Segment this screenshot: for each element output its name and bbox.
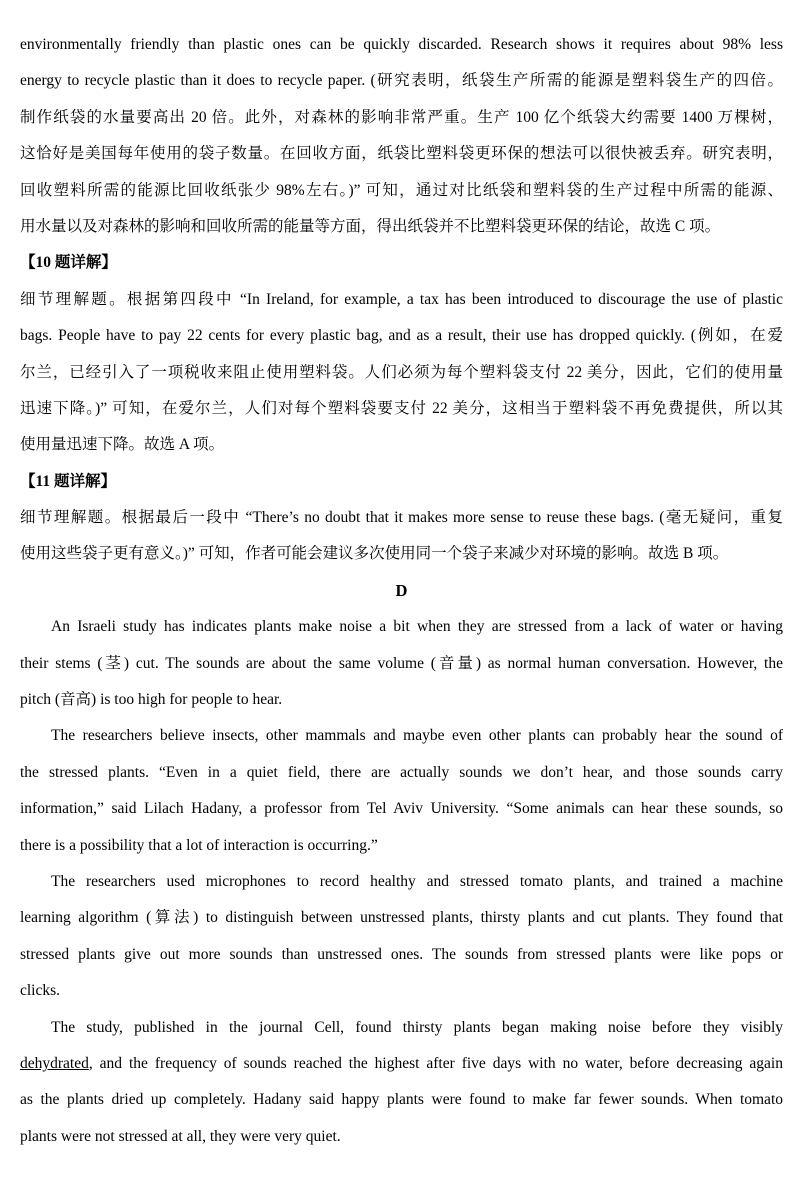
passage-paragraph-4	[20, 1010, 783, 1156]
text-span: , and the frequency of sounds reached the highest after five days with no water, before decreasing again	[88, 1054, 783, 1072]
text-line: environmentally friendly than plastic ones can be quickly discarded. Research shows it requires about 98% less	[20, 36, 783, 53]
text-line: stressed plants give out more sounds than unstressed ones. The sounds from stressed plants were like pops or	[20, 945, 783, 963]
answer-11-explanation	[20, 500, 783, 573]
text-line: The researchers believe insects, other mammals and maybe even other plants can probably hear the sound of	[51, 727, 783, 745]
question-10-heading: 【10 题详解】	[20, 254, 117, 272]
text-line: 用水量以及对森林的影响和回收所需的能量等方面，得出纸袋并不比塑料袋更环保的结论，故选 C 项。	[20, 217, 721, 235]
text-line: An Israeli study has indicates plants make noise a bit when they are stressed from a lack of water or having	[51, 618, 783, 636]
text-line: their stems (茎) cut. The sounds are about the same volume (音量) as normal human conversation. However, the	[20, 654, 783, 672]
passage-paragraph-1	[20, 609, 783, 718]
text-line: 使用量迅速下降。故选 A 项。	[20, 436, 225, 454]
text-line: energy to recycle plastic than it does to recycle paper. (研究表明，纸袋生产所需的能源是塑料袋生产的四倍。	[20, 72, 783, 90]
question-11-heading: 【11 题详解】	[20, 472, 117, 490]
answer-9-explanation-continuation	[20, 27, 783, 245]
answer-10-explanation	[20, 282, 783, 464]
text-line: information,” said Lilach Hadany, a professor from Tel Aviv University. “Some animals can hear these sounds, so	[20, 800, 783, 818]
text-line: The study, published in the journal Cell, found thirsty plants began making noise before they visibly	[51, 1018, 783, 1036]
text-line: clicks.	[20, 982, 61, 1000]
text-line	[20, 1046, 783, 1082]
passage-section-label: D	[395, 580, 408, 600]
text-line: learning algorithm (算法) to distinguish between unstressed plants, thirsty plants and cut plants. They found that	[20, 909, 783, 927]
text-line: pitch (音高) is too high for people to hear.	[20, 691, 283, 709]
text-line: the stressed plants. “Even in a quiet field, there are actually sounds we don’t hear, and those sounds carry	[20, 763, 783, 781]
text-line: 制作纸袋的水量要高出 20 倍。此外，对森林的影响非常严重。生产 100 亿个纸袋大约需要 1400 万棵树，	[20, 108, 783, 126]
text-line: 细节理解题。根据第四段中 “In Ireland, for example, a tax has been introduced to discourage the use of plastic	[20, 290, 783, 308]
passage-paragraph-3	[20, 864, 783, 1010]
text-line: 使用这些袋子更有意义。)” 可知，作者可能会建议多次使用同一个袋子来减少对环境的影响。故选 B 项。	[20, 545, 729, 563]
text-line: there is a possibility that a lot of interaction is occurring.”	[20, 836, 378, 854]
passage-paragraph-2	[20, 718, 783, 864]
text-line: 这恰好是美国每年使用的袋子数量。在回收方面，纸袋比塑料袋更环保的想法可以很快被丢弃。研究表明，	[20, 145, 783, 163]
text-line: plants were not stressed at all, they were very quiet.	[20, 1127, 341, 1145]
underlined-word: dehydrated	[20, 1054, 89, 1072]
text-line: bags. People have to pay 22 cents for every plastic bag, and as a result, their use has dropped quickly. (例如，在爱	[20, 327, 783, 345]
text-line: 回收塑料所需的能源比回收纸张少 98%左右。)” 可知，通过对比纸袋和塑料袋的生产过程中所需的能源、	[20, 181, 783, 199]
text-line: as the plants dried up completely. Hadany said happy plants were found to make far fewer sounds. When tomato	[20, 1091, 783, 1109]
text-line: 细节理解题。根据最后一段中 “There’s no doubt that it makes more sense to reuse these bags. (毫无疑问，重复	[20, 509, 783, 527]
text-line: The researchers used microphones to record healthy and stressed tomato plants, and trained a machine	[51, 872, 783, 890]
text-line: 尔兰，已经引入了一项税收来阻止使用塑料袋。人们必须为每个塑料袋支付 22 美分，因此，它们的使用量	[20, 363, 783, 381]
text-line: 迅速下降。)” 可知，在爱尔兰，人们对每个塑料袋要支付 22 美分，这相当于塑料袋不再免费提供，所以其	[20, 399, 783, 417]
